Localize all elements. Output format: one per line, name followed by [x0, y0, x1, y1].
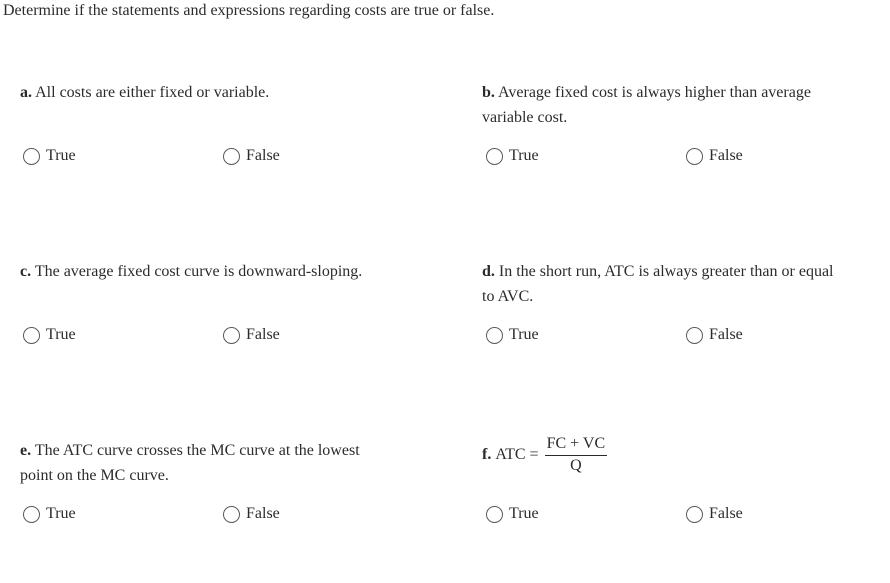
question-e-text-line1: The ATC curve crosses the MC curve at the lowest: [34, 442, 360, 459]
option-label[interactable]: True: [509, 326, 539, 343]
radio-button[interactable]: [23, 327, 40, 344]
option-label[interactable]: True: [509, 147, 539, 164]
option-label[interactable]: False: [709, 326, 743, 343]
question-c-text: The average fixed cost curve is downward-sloping.: [34, 263, 363, 280]
question-a-false-option[interactable]: [223, 145, 280, 167]
radio-button[interactable]: [223, 327, 240, 344]
instruction-text: Determine if the statements and expressions regarding costs are true or false.: [3, 2, 495, 19]
question-a-text: All costs are either fixed or variable.: [35, 84, 270, 101]
question-b-text-line1: Average fixed cost is always higher than average: [498, 84, 811, 101]
question-b-true-option[interactable]: [486, 145, 539, 167]
radio-button[interactable]: [23, 148, 40, 165]
formula-numerator: FC + VC: [545, 435, 608, 456]
radio-button[interactable]: [486, 327, 503, 344]
formula-fraction: [545, 435, 608, 475]
option-label[interactable]: False: [709, 147, 743, 164]
option-label[interactable]: False: [246, 147, 280, 164]
question-e: [20, 438, 360, 488]
question-d-text-line1: In the short run, ATC is always greater than or equal: [498, 263, 834, 280]
question-a: [20, 80, 269, 105]
question-c: [20, 259, 362, 284]
question-c-false-option[interactable]: [223, 324, 280, 346]
radio-button[interactable]: [686, 148, 703, 165]
option-label[interactable]: False: [246, 505, 280, 522]
radio-button[interactable]: [23, 506, 40, 523]
question-a-letter: a.: [20, 84, 32, 101]
question-d-text-line2: to AVC.: [482, 288, 534, 305]
question-f-false-option[interactable]: [686, 503, 743, 525]
option-label[interactable]: True: [46, 147, 76, 164]
question-d-false-option[interactable]: [686, 324, 743, 346]
option-label[interactable]: True: [509, 505, 539, 522]
question-d: [482, 259, 833, 309]
question-f-true-option[interactable]: [486, 503, 539, 525]
option-label[interactable]: True: [46, 505, 76, 522]
question-b-false-option[interactable]: [686, 145, 743, 167]
question-e-letter: e.: [20, 442, 32, 459]
radio-button[interactable]: [486, 506, 503, 523]
question-e-text-line2: point on the MC curve.: [20, 467, 169, 484]
question-b-letter: b.: [482, 84, 495, 101]
radio-button[interactable]: [486, 148, 503, 165]
option-label[interactable]: False: [709, 505, 743, 522]
formula-lhs: ATC =: [495, 446, 539, 463]
question-c-true-option[interactable]: [23, 324, 76, 346]
question-d-letter: d.: [482, 263, 495, 280]
question-e-false-option[interactable]: [223, 503, 280, 525]
question-d-true-option[interactable]: [486, 324, 539, 346]
question-b-text-line2: variable cost.: [482, 109, 568, 126]
option-label[interactable]: True: [46, 326, 76, 343]
radio-button[interactable]: [223, 506, 240, 523]
question-f-letter: f.: [482, 446, 492, 463]
formula-denominator: Q: [570, 457, 582, 474]
option-label[interactable]: False: [246, 326, 280, 343]
question-f-formula: [482, 435, 607, 475]
question-e-true-option[interactable]: [23, 503, 76, 525]
question-b: [482, 80, 811, 130]
radio-button[interactable]: [686, 506, 703, 523]
radio-button[interactable]: [686, 327, 703, 344]
question-c-letter: c.: [20, 263, 32, 280]
radio-button[interactable]: [223, 148, 240, 165]
question-a-true-option[interactable]: [23, 145, 76, 167]
